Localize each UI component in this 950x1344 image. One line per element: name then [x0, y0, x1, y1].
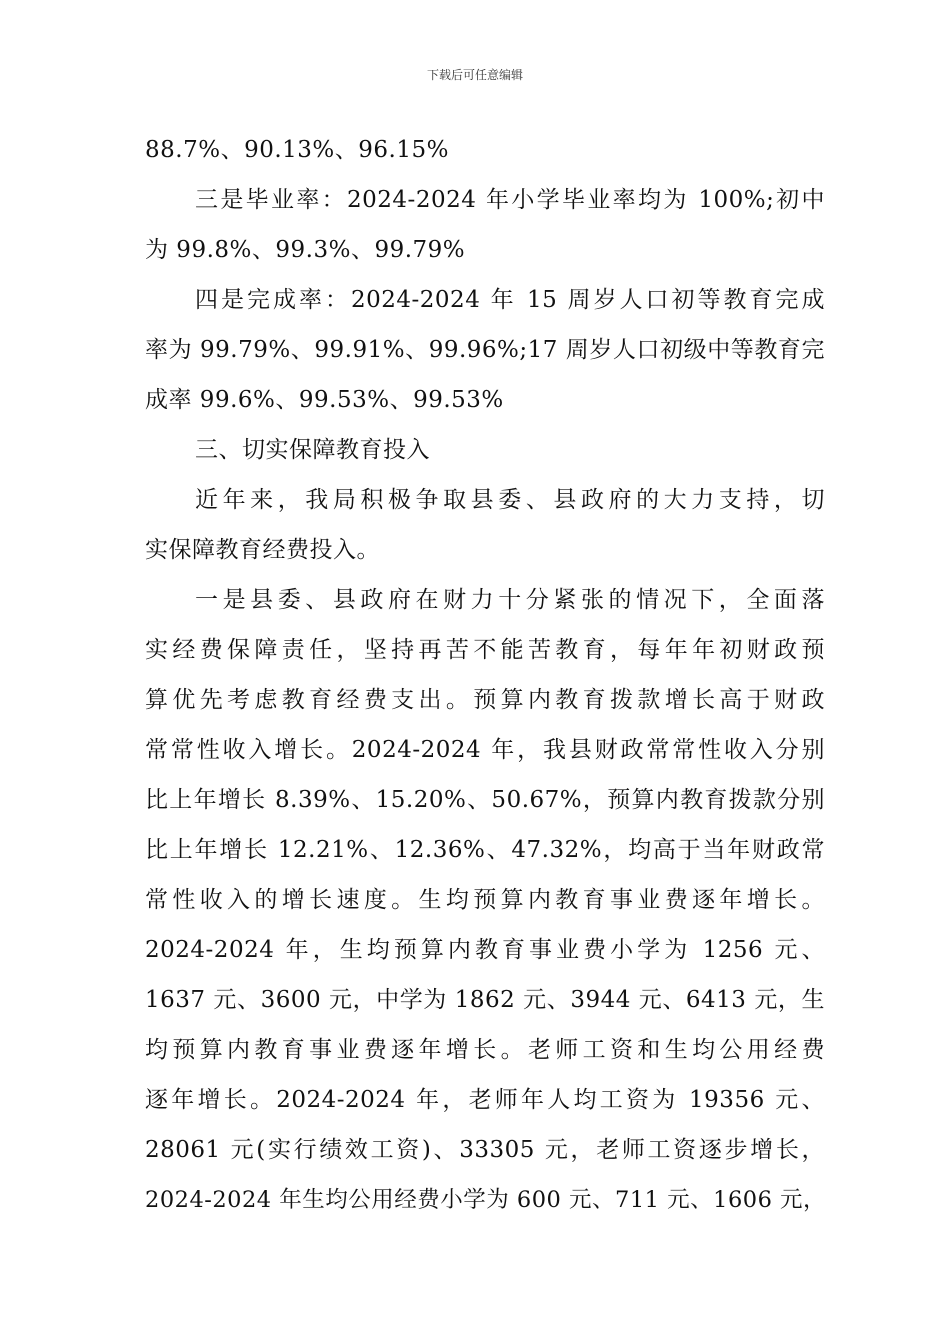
body-line-18: 1637 元、3600 元，中学为 1862 元、3944 元、6413 元，生: [145, 987, 825, 1013]
body-line-21: 28061 元(实行绩效工资)、33305 元，老师工资逐步增长，: [145, 1137, 825, 1163]
body-line-1: 88.7%、90.13%、96.15%: [145, 137, 449, 163]
body-line-17: 2024-2024 年，生均预算内教育事业费小学为 1256 元、: [145, 937, 825, 963]
body-line-10: 一是县委、县政府在财力十分紧张的情况下，全面落: [195, 587, 825, 613]
body-line-15: 比上年增长 12.21%、12.36%、47.32%，均高于当年财政常: [145, 837, 825, 863]
body-line-14: 比上年增长 8.39%、15.20%、50.67%，预算内教育拨款分别: [145, 787, 825, 813]
body-line-6: 成率 99.6%、99.53%、99.53%: [145, 387, 504, 413]
body-line-3: 为 99.8%、99.3%、99.79%: [145, 237, 466, 263]
body-line-4: 四是完成率：2024-2024 年 15 周岁人口初等教育完成: [195, 287, 825, 313]
body-line-11: 实经费保障责任，坚持再苦不能苦教育，每年年初财政预: [145, 637, 825, 663]
body-line-5: 率为 99.79%、99.91%、99.96%;17 周岁人口初级中等教育完: [145, 337, 825, 363]
section-heading: 三、切实保障教育投入: [195, 437, 430, 463]
page-header: 下载后可任意编辑: [426, 68, 523, 82]
body-line-13: 常常性收入增长。2024-2024 年，我县财政常常性收入分别: [145, 737, 825, 763]
body-line-19: 均预算内教育事业费逐年增长。老师工资和生均公用经费: [145, 1037, 825, 1063]
body-line-8: 近年来，我局积极争取县委、县政府的大力支持，切: [195, 487, 825, 513]
body-line-20: 逐年增长。2024-2024 年，老师年人均工资为 19356 元、: [145, 1087, 825, 1113]
body-line-2: 三是毕业率：2024-2024 年小学毕业率均为 100%;初中: [195, 187, 825, 213]
body-line-12: 算优先考虑教育经费支出。预算内教育拨款增长高于财政: [145, 687, 825, 713]
body-line-16: 常性收入的增长速度。生均预算内教育事业费逐年增长。: [145, 887, 825, 913]
body-line-9: 实保障教育经费投入。: [145, 537, 380, 563]
body-line-22: 2024-2024 年生均公用经费小学为 600 元、711 元、1606 元，: [145, 1187, 827, 1213]
